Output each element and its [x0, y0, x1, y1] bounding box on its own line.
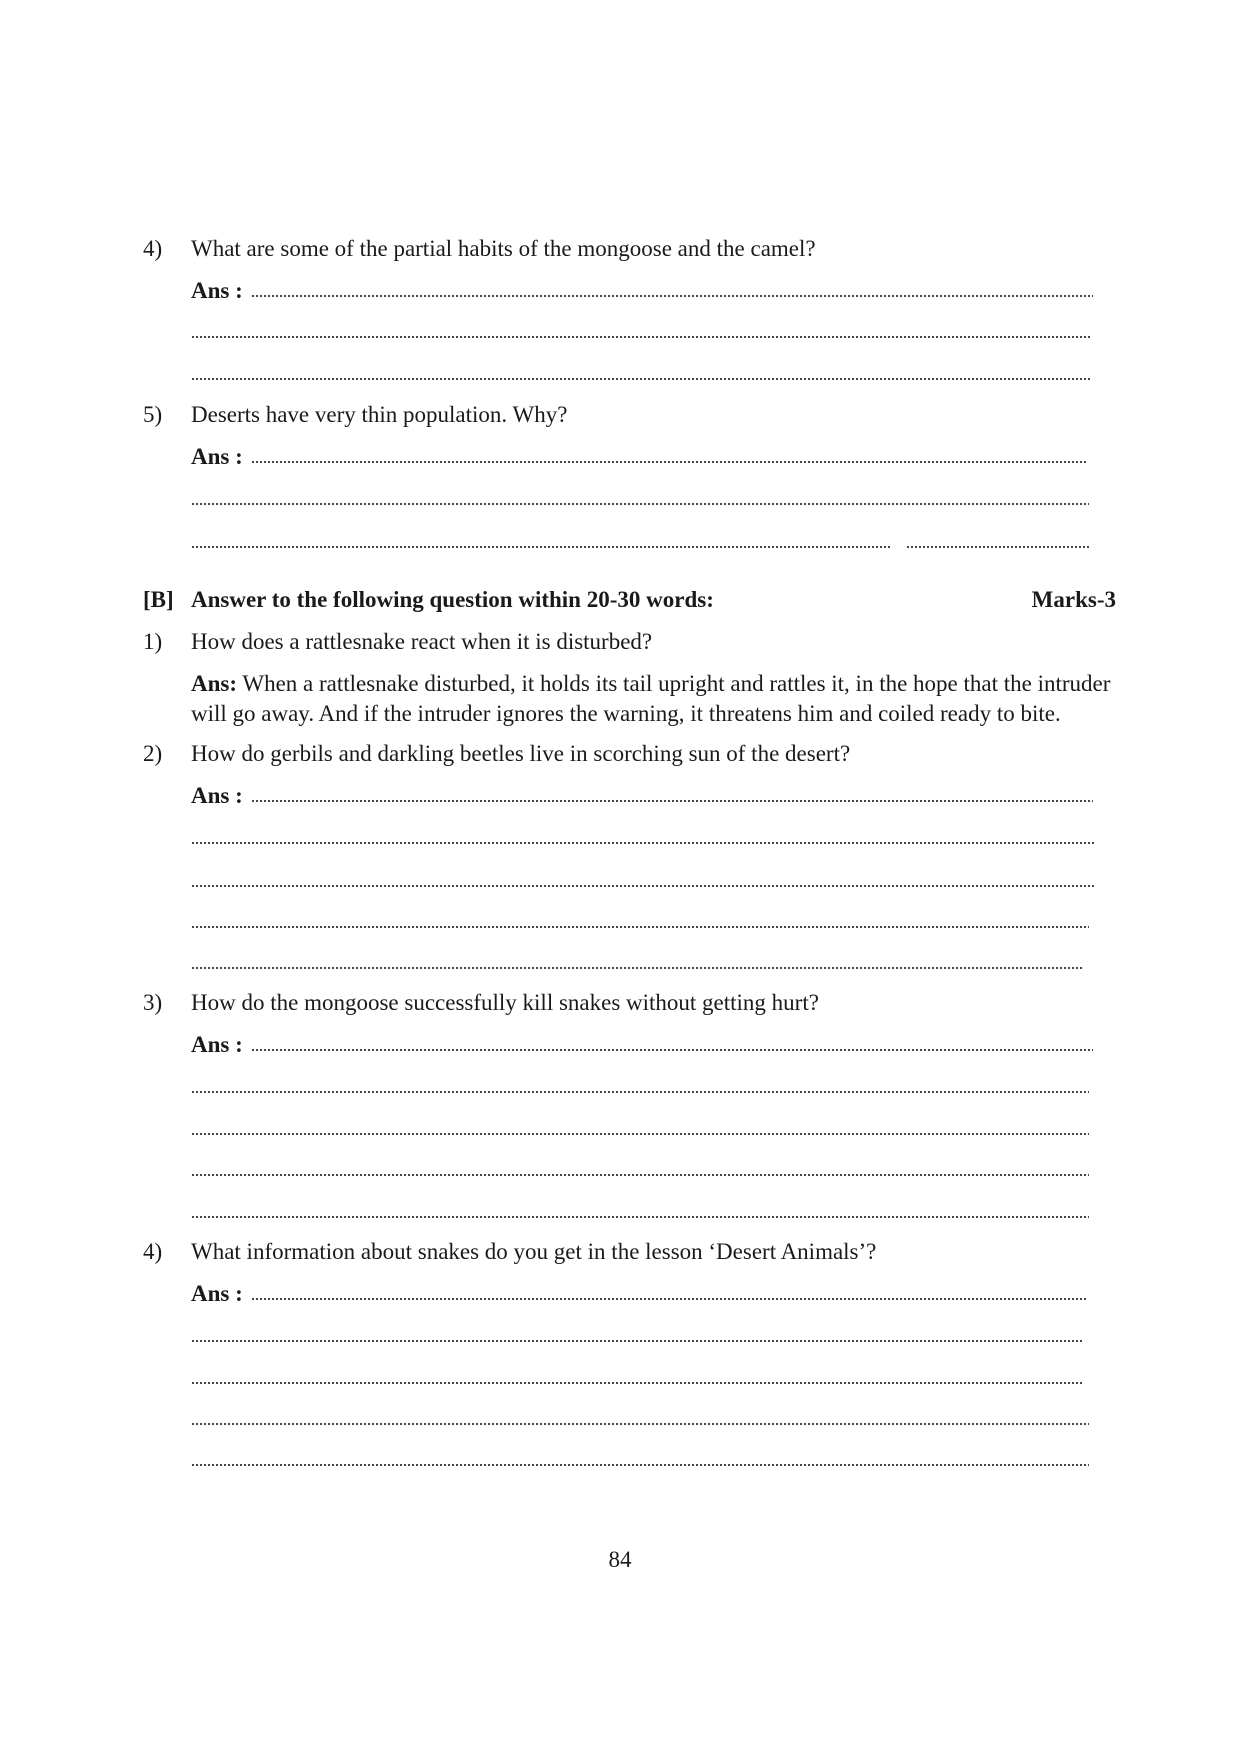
answer-label: Ans:: [191, 671, 238, 696]
dotted-line[interactable]: [191, 377, 1091, 381]
answer-label: Ans :: [191, 1032, 243, 1057]
dotted-line[interactable]: [191, 545, 891, 549]
answer-line[interactable]: [191, 444, 1087, 470]
question-text: How does a rattlesnake react when it is disturbed?: [191, 629, 653, 654]
section-heading: Answer to the following question within 20-30 words:: [191, 587, 714, 612]
dotted-line[interactable]: [191, 1090, 1089, 1094]
dotted-line[interactable]: [191, 925, 1089, 929]
answer-line[interactable]: [191, 783, 1093, 809]
answer-text: When a rattlesnake disturbed, it holds its tail upright and rattles it, in the hope that the intruder will go away. And if the intruder ignores the warning, it threatens him and coiled ready to bite.: [191, 671, 1111, 726]
answer-label: Ans :: [191, 783, 243, 808]
question-number: 4): [143, 236, 163, 261]
answer-label: Ans :: [191, 278, 243, 303]
dotted-line: [251, 460, 1087, 464]
question-text: What are some of the partial habits of the mongoose and the camel?: [191, 236, 816, 261]
dotted-line: [251, 294, 1093, 298]
answer-label: Ans :: [191, 1281, 243, 1306]
dotted-line[interactable]: [191, 1422, 1089, 1426]
answer-paragraph: [191, 669, 1131, 729]
dotted-line[interactable]: [191, 502, 1089, 506]
answer-line[interactable]: [191, 1281, 1087, 1307]
question-text: Deserts have very thin population. Why?: [191, 402, 568, 427]
question-number: 3): [143, 990, 163, 1015]
dotted-line[interactable]: [906, 545, 1089, 549]
dotted-line: [251, 1297, 1087, 1301]
answer-label: Ans :: [191, 444, 243, 469]
dotted-line[interactable]: [191, 1173, 1089, 1177]
dotted-line: [251, 799, 1093, 803]
dotted-line[interactable]: [191, 1132, 1089, 1136]
question-number: 1): [143, 629, 163, 654]
question-number: 4): [143, 1239, 163, 1264]
question-text: How do gerbils and darkling beetles live in scorching sun of the desert?: [191, 741, 851, 766]
dotted-line[interactable]: [191, 335, 1091, 339]
dotted-line: [251, 1048, 1093, 1052]
answer-line[interactable]: [191, 278, 1093, 304]
dotted-line[interactable]: [191, 1339, 1083, 1343]
dotted-line[interactable]: [191, 841, 1095, 845]
question-number: 5): [143, 402, 163, 427]
dotted-line[interactable]: [191, 966, 1083, 970]
section-label: [B]: [143, 587, 174, 612]
dotted-line[interactable]: [191, 1381, 1083, 1385]
dotted-line[interactable]: [191, 884, 1095, 888]
answer-line[interactable]: [191, 1032, 1093, 1058]
question-number: 2): [143, 741, 163, 766]
question-text: What information about snakes do you get in the lesson ‘Desert Animals’?: [191, 1239, 877, 1264]
question-text: How do the mongoose successfully kill snakes without getting hurt?: [191, 990, 819, 1015]
page-number: 84: [608, 1547, 632, 1572]
marks-label: Marks-3: [1031, 587, 1116, 612]
dotted-line[interactable]: [191, 1463, 1089, 1467]
dotted-line[interactable]: [191, 1215, 1089, 1219]
